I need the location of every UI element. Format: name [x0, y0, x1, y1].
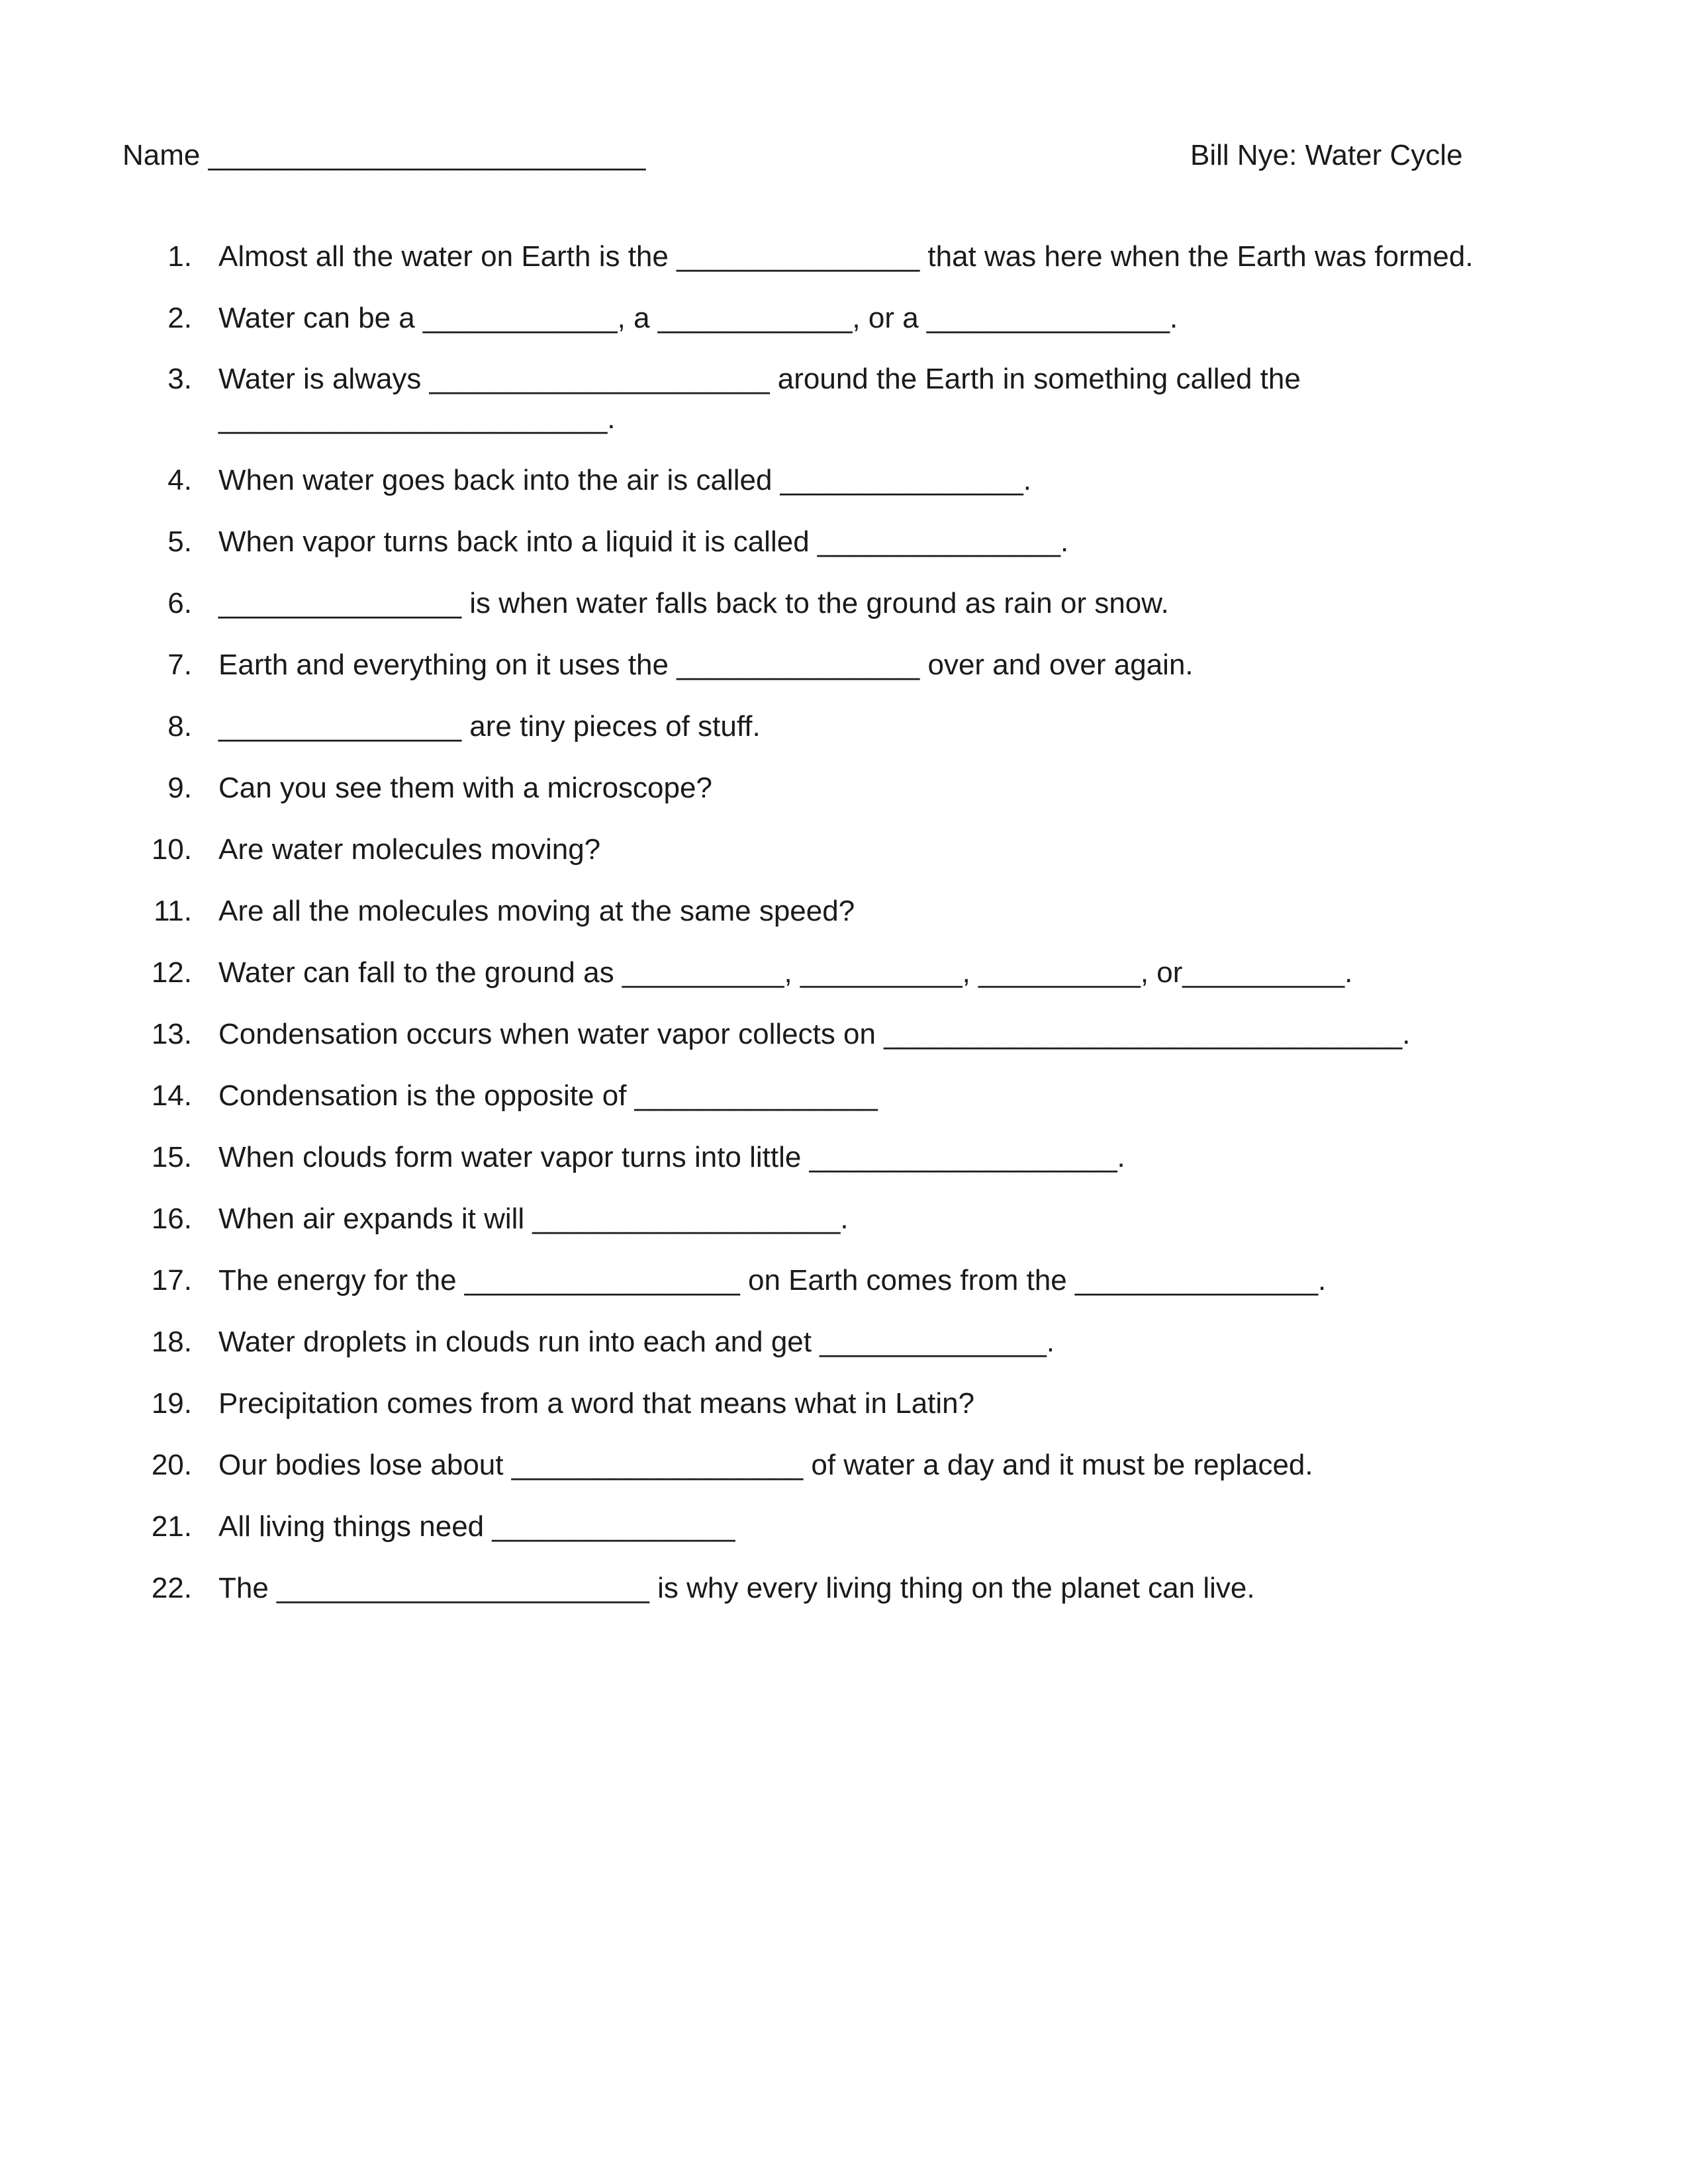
question-text: Almost all the water on Earth is the _______________ that was here when the Earth was formed.	[218, 240, 1474, 273]
question-number: 12.	[151, 956, 192, 989]
question-item	[0, 461, 1688, 500]
question-item	[0, 891, 1688, 931]
question-text: Can you see them with a microscope?	[218, 772, 712, 804]
question-item	[0, 1138, 1688, 1177]
question-number: 22.	[151, 1572, 192, 1604]
question-text: Condensation is the opposite of _______________	[218, 1079, 878, 1112]
question-item	[0, 298, 1688, 338]
worksheet-title: Bill Nye: Water Cycle	[1190, 139, 1463, 171]
question-text: Water is always _____________________ around the Earth in something called the	[218, 363, 1301, 395]
question-number: 8.	[167, 710, 192, 743]
question-text: Earth and everything on it uses the _______________ over and over again.	[218, 649, 1194, 681]
question-number: 6.	[167, 587, 192, 619]
question-text: Are all the molecules moving at the same speed?	[218, 895, 855, 927]
question-text: Condensation occurs when water vapor collects on ________________________________.	[218, 1018, 1411, 1050]
question-item	[0, 237, 1688, 277]
question-text: When water goes back into the air is called _______________.	[218, 464, 1031, 496]
question-number: 20.	[151, 1449, 192, 1481]
question-text: The energy for the _________________ on Earth comes from the _______________.	[218, 1264, 1327, 1297]
question-number: 19.	[151, 1387, 192, 1420]
question-text: All living things need _______________	[218, 1510, 735, 1543]
question-number: 18.	[151, 1326, 192, 1358]
question-number: 1.	[167, 240, 192, 273]
question-number: 7.	[167, 649, 192, 681]
question-text: The _______________________ is why every living thing on the planet can live.	[218, 1572, 1255, 1604]
question-text: Precipitation comes from a word that means what in Latin?	[218, 1387, 975, 1420]
question-item	[0, 1445, 1688, 1485]
question-number: 21.	[151, 1510, 192, 1543]
question-text: _______________ is when water falls back to the ground as rain or snow.	[218, 587, 1169, 619]
student-name-line: Name ___________________________	[122, 139, 646, 171]
question-item	[0, 707, 1688, 747]
question-number: 3.	[167, 363, 192, 395]
question-item	[0, 768, 1688, 808]
question-text: Water can fall to the ground as __________, __________, __________, or__________.	[218, 956, 1353, 989]
question-text: When air expands it will ___________________.	[218, 1203, 849, 1235]
question-item	[0, 1199, 1688, 1239]
question-item	[0, 1322, 1688, 1362]
question-number: 10.	[151, 833, 192, 866]
question-number: 14.	[151, 1079, 192, 1112]
question-text: Are water molecules moving?	[218, 833, 601, 866]
question-number: 15.	[151, 1141, 192, 1173]
question-item	[0, 1015, 1688, 1054]
question-item	[0, 1569, 1688, 1608]
question-item	[0, 584, 1688, 623]
question-text: Our bodies lose about __________________ of water a day and it must be replaced.	[218, 1449, 1313, 1481]
question-number: 17.	[151, 1264, 192, 1297]
question-item	[0, 953, 1688, 993]
question-item	[0, 359, 1688, 435]
question-text: When vapor turns back into a liquid it is called _______________.	[218, 525, 1069, 558]
question-number: 4.	[167, 464, 192, 496]
question-item	[0, 1261, 1688, 1300]
question-item	[0, 1507, 1688, 1547]
question-number: 5.	[167, 525, 192, 558]
question-item	[0, 645, 1688, 685]
question-number: 16.	[151, 1203, 192, 1235]
question-text-continued: ________________________.	[218, 402, 616, 435]
question-text: Water droplets in clouds run into each and get ______________.	[218, 1326, 1055, 1358]
question-item	[0, 1076, 1688, 1116]
question-item	[0, 522, 1688, 562]
question-text: _______________ are tiny pieces of stuff.	[218, 710, 761, 743]
question-text: Water can be a ____________, a ____________, or a _______________.	[218, 302, 1178, 334]
question-number: 13.	[151, 1018, 192, 1050]
question-item	[0, 830, 1688, 870]
question-item	[0, 1384, 1688, 1424]
question-number: 2.	[167, 302, 192, 334]
question-number: 11.	[154, 895, 192, 927]
question-number: 9.	[167, 772, 192, 804]
question-text: When clouds form water vapor turns into little ___________________.	[218, 1141, 1125, 1173]
